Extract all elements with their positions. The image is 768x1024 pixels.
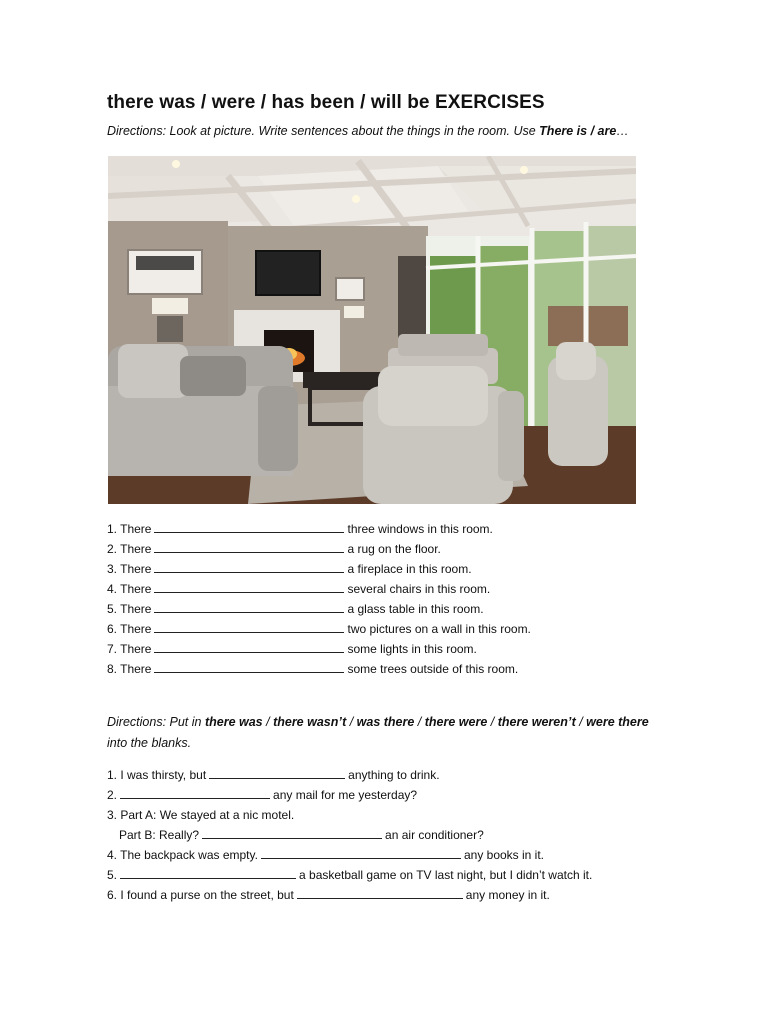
item-before: 6. I found a purse on the street, but bbox=[107, 888, 294, 902]
page-title: there was / were / has been / will be EXERCISES bbox=[107, 92, 545, 113]
item-number: 5. bbox=[107, 602, 121, 616]
exercise-2-list bbox=[107, 765, 592, 905]
item-end: two pictures on a wall in this room. bbox=[347, 622, 531, 636]
exercise-1-item bbox=[107, 539, 531, 559]
item-before: 3. Part A: We stayed at a nic motel. bbox=[107, 808, 295, 822]
answer-blank[interactable] bbox=[120, 866, 296, 879]
answer-blank[interactable] bbox=[120, 786, 270, 799]
exercise-1-item bbox=[107, 639, 531, 659]
item-end: a rug on the floor. bbox=[347, 542, 441, 556]
option-separator: / bbox=[414, 715, 425, 729]
item-before: 1. I was thirsty, but bbox=[107, 768, 207, 782]
item-end: a glass table in this room. bbox=[347, 602, 484, 616]
option-phrase: there weren’t bbox=[497, 715, 576, 729]
directions-1-emphasis: There is / are bbox=[539, 124, 617, 138]
item-end: three windows in this room. bbox=[347, 522, 493, 536]
answer-blank[interactable] bbox=[154, 600, 344, 613]
answer-blank[interactable] bbox=[261, 846, 461, 859]
answer-blank[interactable] bbox=[297, 886, 463, 899]
item-start: There bbox=[120, 582, 152, 596]
exercise-2-item bbox=[107, 845, 592, 865]
item-number: 3. bbox=[107, 562, 121, 576]
item-number: 7. bbox=[107, 642, 121, 656]
answer-blank[interactable] bbox=[202, 826, 382, 839]
answer-blank[interactable] bbox=[154, 580, 344, 593]
item-end: some trees outside of this room. bbox=[347, 662, 519, 676]
exercise-1-item bbox=[107, 559, 531, 579]
exercise-1-item bbox=[107, 619, 531, 639]
item-start: There bbox=[120, 522, 152, 536]
item-after: any books in it. bbox=[463, 848, 545, 862]
answer-blank[interactable] bbox=[154, 620, 344, 633]
answer-blank[interactable] bbox=[154, 520, 344, 533]
exercise-2-item bbox=[107, 865, 592, 885]
exercise-2-item bbox=[107, 765, 592, 785]
item-after: any mail for me yesterday? bbox=[273, 788, 418, 802]
directions-2-options bbox=[205, 715, 649, 729]
answer-blank[interactable] bbox=[154, 540, 344, 553]
directions-1-text: Directions: Look at picture. Write sentences about the things in the room. Use bbox=[107, 124, 540, 138]
item-start: There bbox=[120, 662, 152, 676]
item-end: a fireplace in this room. bbox=[347, 562, 472, 576]
item-after: an air conditioner? bbox=[385, 828, 484, 842]
item-end: several chairs in this room. bbox=[347, 582, 491, 596]
item-after: anything to drink. bbox=[348, 768, 440, 782]
answer-blank[interactable] bbox=[154, 560, 344, 573]
directions-2-lead: Directions: Put in bbox=[107, 715, 205, 729]
option-phrase: there were bbox=[424, 715, 488, 729]
item-number: 4. bbox=[107, 582, 121, 596]
item-after: a basketball game on TV last night, but I didn’t watch it. bbox=[299, 868, 593, 882]
living-room-photo bbox=[108, 156, 636, 504]
answer-blank[interactable] bbox=[154, 640, 344, 653]
exercise-1-list bbox=[107, 519, 531, 679]
option-phrase: there was bbox=[204, 715, 263, 729]
exercise-2-item bbox=[107, 825, 592, 845]
exercise-1-item bbox=[107, 599, 531, 619]
item-after: any money in it. bbox=[465, 888, 550, 902]
item-number: 2. bbox=[107, 542, 121, 556]
directions-2 bbox=[107, 712, 667, 754]
option-separator: / bbox=[487, 715, 498, 729]
item-before: 2. bbox=[107, 788, 118, 802]
option-separator: / bbox=[262, 715, 274, 729]
item-number: 1. bbox=[107, 522, 121, 536]
item-before: Part B: Really? bbox=[119, 828, 200, 842]
item-start: There bbox=[120, 622, 152, 636]
exercise-1-item bbox=[107, 659, 531, 679]
option-phrase: was there bbox=[356, 715, 415, 729]
exercise-1-item bbox=[107, 519, 531, 539]
directions-1-ellipsis: … bbox=[616, 124, 629, 138]
exercise-1-item bbox=[107, 579, 531, 599]
exercise-2-item bbox=[107, 785, 592, 805]
option-phrase: were there bbox=[586, 715, 649, 729]
exercise-2-item bbox=[107, 885, 592, 905]
item-start: There bbox=[120, 562, 152, 576]
directions-1 bbox=[107, 124, 629, 138]
answer-blank[interactable] bbox=[154, 660, 344, 673]
item-number: 6. bbox=[107, 622, 121, 636]
directions-2-tail: into the blanks. bbox=[107, 736, 192, 750]
exercise-2-item bbox=[107, 805, 592, 825]
item-start: There bbox=[120, 542, 152, 556]
answer-blank[interactable] bbox=[209, 766, 345, 779]
item-start: There bbox=[120, 602, 152, 616]
item-start: There bbox=[120, 642, 152, 656]
item-before: 4. The backpack was empty. bbox=[107, 848, 258, 862]
option-phrase: there wasn’t bbox=[273, 715, 347, 729]
living-room-illustration bbox=[108, 156, 636, 504]
option-separator: / bbox=[575, 715, 587, 729]
option-separator: / bbox=[346, 715, 357, 729]
item-number: 8. bbox=[107, 662, 121, 676]
item-end: some lights in this room. bbox=[347, 642, 477, 656]
item-before: 5. bbox=[107, 868, 118, 882]
